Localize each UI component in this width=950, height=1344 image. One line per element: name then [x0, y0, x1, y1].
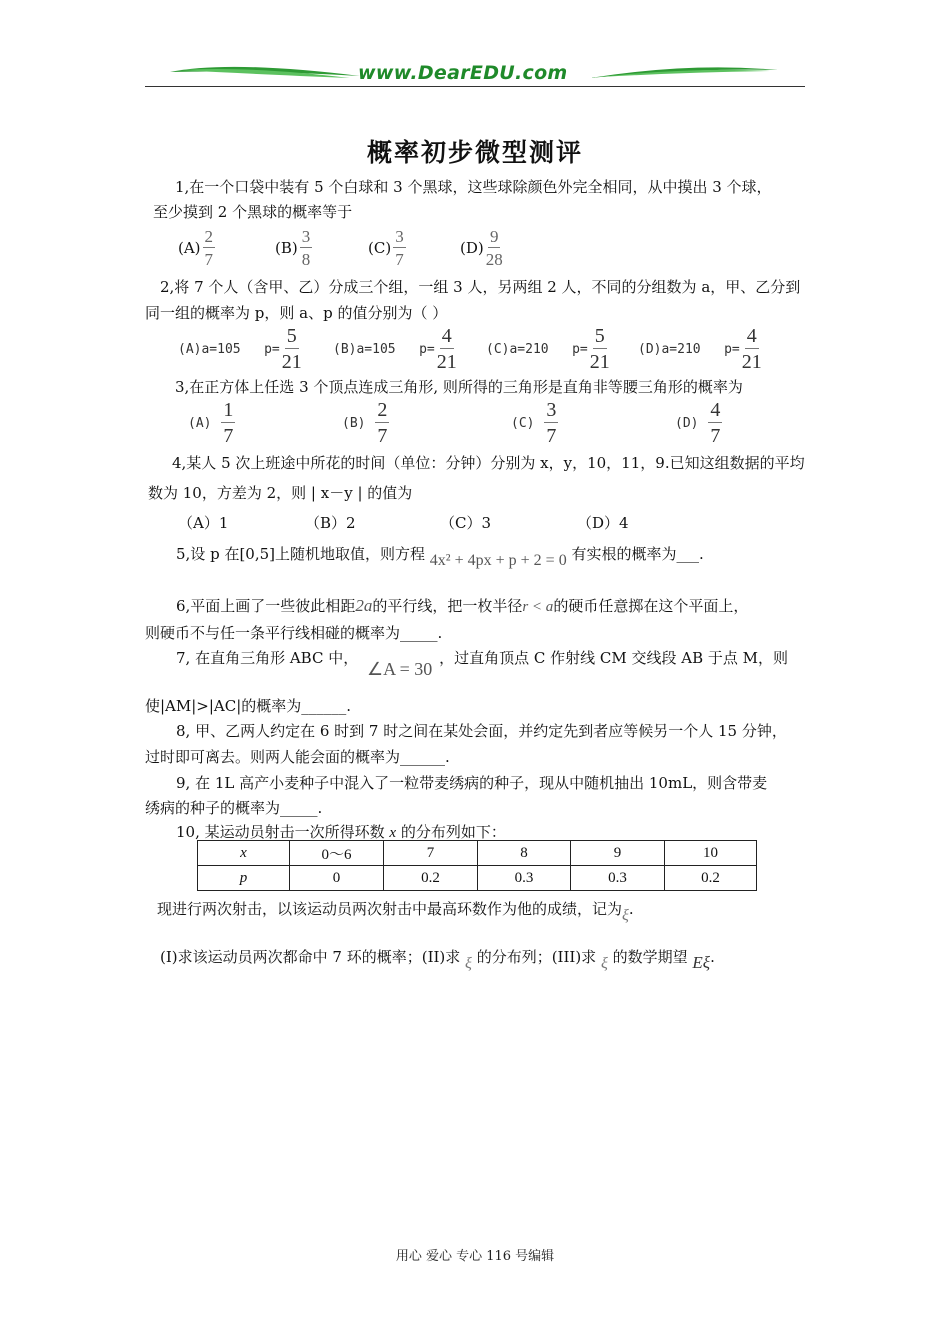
fraction — [437, 326, 457, 372]
q3-option-b — [342, 400, 389, 446]
page-title: 概率初步微型测评 — [366, 138, 583, 167]
q1-option-c — [368, 228, 406, 268]
q1-option-d — [460, 228, 503, 268]
q4-option-b: （B）2 — [305, 514, 356, 532]
header-swoosh-right — [590, 64, 780, 84]
q10-xi-3: ξ — [600, 955, 608, 972]
q2-option-c — [486, 326, 610, 372]
numerator: 3 — [301, 227, 311, 246]
q10-text-line1 — [176, 821, 506, 842]
q4-option-c: （C）3 — [440, 514, 492, 532]
q5-text — [176, 543, 704, 569]
q4-text-line2: 数为 10，方差为 2，则 | x－y | 的值为 — [148, 484, 413, 502]
denominator: 7 — [546, 425, 557, 447]
option-label: (B) — [275, 239, 298, 257]
q6-suffix: 的硬币任意掷在这个平面上， — [553, 597, 749, 615]
table-row — [198, 866, 757, 891]
fraction — [486, 228, 503, 268]
p-label: p= — [264, 341, 280, 357]
q6-mid: 的平行线，把一枚半径 — [372, 597, 523, 615]
numerator: 2 — [377, 399, 388, 421]
table-cell: 0.2 — [665, 866, 757, 891]
p-label: p= — [724, 341, 740, 357]
q2-text-line2: 同一组的概率为 p，则 a、p 的值分别为（ ） — [145, 304, 448, 322]
q3-option-d — [675, 400, 722, 446]
denominator: 7 — [204, 250, 214, 269]
denominator: 21 — [436, 351, 457, 373]
q6-math-2a: 2a — [355, 596, 373, 615]
q10-prefix: 10, 某运动员射击一次所得环数 — [176, 823, 385, 841]
q5-prefix: 5,设 p 在[0,5]上随机地取值，则方程 — [176, 545, 426, 563]
denominator: 21 — [741, 351, 762, 373]
option-label: (A) — [178, 239, 201, 257]
numerator: 4 — [710, 399, 721, 421]
q10-expectation: Eξ — [692, 953, 711, 972]
q10-suffix: 的分布列如下： — [400, 823, 506, 841]
q6-text-line1 — [176, 595, 748, 616]
option-label: (C)a=210 — [486, 341, 549, 357]
q5-suffix: 有实根的概率为___. — [571, 545, 704, 563]
p-label: p= — [572, 341, 588, 357]
table-cell: 10 — [665, 841, 757, 866]
denominator: 7 — [710, 425, 721, 447]
fraction — [282, 326, 302, 372]
q10-after-text: 现进行两次射击，以该运动员两次射击中最高环数作为他的成绩，记为 — [157, 900, 623, 918]
numerator: 5 — [594, 325, 605, 347]
q10-part3: 的数学期望 — [612, 948, 688, 966]
option-label: (B)a=105 — [333, 341, 396, 357]
q2-option-b — [333, 326, 457, 372]
table-cell: 8 — [478, 841, 571, 866]
option-label: (C) — [368, 239, 392, 257]
table-cell: p — [198, 866, 290, 891]
table-cell: 0～6 — [290, 841, 384, 866]
q2-text-line1: 2,将 7 个人（含甲、乙）分成三个组，一组 3 人，另两组 2 人，不同的分组数为 a，甲、乙分到 — [160, 278, 801, 296]
table-cell: x — [198, 841, 290, 866]
fraction — [221, 400, 235, 446]
header-swoosh-left — [170, 62, 370, 84]
q6-math-r-lt-a: r < a — [522, 599, 554, 615]
fraction — [544, 400, 558, 446]
option-label: (D) — [460, 239, 484, 257]
denominator: 28 — [485, 250, 503, 269]
option-label: (C) — [511, 415, 535, 431]
q4-option-a: （A）1 — [178, 514, 229, 532]
q6-prefix: 6,平面上画了一些彼此相距 — [176, 597, 356, 615]
q7-text-line2: 使|AM|>|AC|的概率为______. — [145, 697, 352, 715]
header-rule — [145, 86, 805, 87]
q1-option-a — [178, 228, 215, 268]
numerator: 2 — [204, 227, 214, 246]
option-label: (B) — [342, 415, 366, 431]
q9-text-line2: 绣病的种子的概率为_____. — [145, 799, 323, 817]
p-label: p= — [419, 341, 435, 357]
q10-part2: 的分布列；(III)求 — [476, 948, 597, 966]
table-cell: 0.3 — [571, 866, 665, 891]
q4-text-line1: 4,某人 5 次上班途中所花的时间（单位：分钟）分别为 x，y，10，11，9.已知这组数据的平均 — [172, 454, 805, 472]
numerator: 4 — [441, 325, 452, 347]
table-row — [198, 841, 757, 866]
fraction — [708, 400, 722, 446]
q1-text-line1: 1,在一个口袋中装有 5 个白球和 3 个黑球，这些球除颜色外完全相同，从中摸出 3 个球， — [175, 178, 772, 196]
denominator: 7 — [223, 425, 234, 447]
q10-parts: (I)求该运动员两次都命中 7 环的概率；(II)求 ξ 的分布列；(III)求 ξ 的数学期望 Eξ. — [160, 948, 715, 972]
q7-text-line1 — [176, 647, 788, 679]
fraction — [393, 228, 406, 268]
option-label: (D)a=210 — [638, 341, 701, 357]
q6-text-line2: 则硬币不与任一条平行线相碰的概率为_____. — [145, 624, 443, 642]
denominator: 8 — [301, 250, 311, 269]
fraction — [375, 400, 389, 446]
q2-option-d — [638, 326, 762, 372]
fraction — [590, 326, 610, 372]
option-label: (A) — [188, 415, 212, 431]
q1-option-b — [275, 228, 312, 268]
numerator: 3 — [546, 399, 557, 421]
denominator: 21 — [589, 351, 610, 373]
denominator: 21 — [281, 351, 302, 373]
q2-option-a — [178, 326, 302, 372]
q3-text-line1: 3,在正方体上任选 3 个顶点连成三角形, 则所得的三角形是直角非等腰三角形的概率为 — [175, 378, 743, 396]
q1-text-line2: 至少摸到 2 个黑球的概率等于 — [153, 203, 353, 221]
denominator: 7 — [395, 250, 404, 269]
q7-prefix: 7, 在直角三角形 ABC 中， — [176, 649, 359, 667]
q3-option-a — [188, 400, 235, 446]
q10-xi: ξ — [622, 907, 629, 924]
numerator: 3 — [395, 227, 404, 246]
q3-option-c — [511, 400, 558, 446]
fraction — [742, 326, 762, 372]
q7-angle: ∠A = 30 — [367, 659, 433, 679]
q8-text-line2: 过时即可离去。则两人能会面的概率为______. — [145, 748, 450, 766]
fraction — [300, 228, 313, 268]
numerator: 4 — [746, 325, 757, 347]
q4-option-d: （D）4 — [577, 514, 629, 532]
numerator: 5 — [286, 325, 297, 347]
option-label: (A)a=105 — [178, 341, 241, 357]
q10-var-x: x — [389, 825, 397, 841]
numerator: 1 — [223, 399, 234, 421]
denominator: 7 — [377, 425, 388, 447]
table-cell: 0.3 — [478, 866, 571, 891]
q10-after-table: 现进行两次射击，以该运动员两次射击中最高环数作为他的成绩，记为ξ. — [157, 900, 634, 924]
table-cell: 0 — [290, 866, 384, 891]
table-cell: 0.2 — [384, 866, 478, 891]
q7-suffix: ，过直角顶点 C 作射线 CM 交线段 AB 于点 M，则 — [439, 649, 788, 667]
option-label: (D) — [675, 415, 699, 431]
q9-text-line1: 9, 在 1L 高产小麦种子中混入了一粒带麦绣病的种子，现从中随机抽出 10mL，则含带麦 — [176, 774, 768, 792]
q10-xi-2: ξ — [465, 955, 472, 972]
page-footer: 用心 爱心 专心 116 号编辑 — [395, 1249, 555, 1264]
table-cell: 7 — [384, 841, 478, 866]
header-logo: www.DearEDU.com — [358, 62, 568, 84]
table-cell: 9 — [571, 841, 665, 866]
q8-text-line1: 8, 甲、乙两人约定在 6 时到 7 时之间在某处会面，并约定先到者应等候另一个人 15 分钟， — [176, 722, 787, 740]
q10-part1: (I)求该运动员两次都命中 7 环的概率；(II)求 — [160, 948, 461, 966]
q5-equation: 4x² + 4px + p + 2 = 0 — [429, 552, 567, 569]
fraction — [203, 228, 216, 268]
numerator: 9 — [489, 227, 499, 246]
distribution-table — [197, 840, 757, 891]
